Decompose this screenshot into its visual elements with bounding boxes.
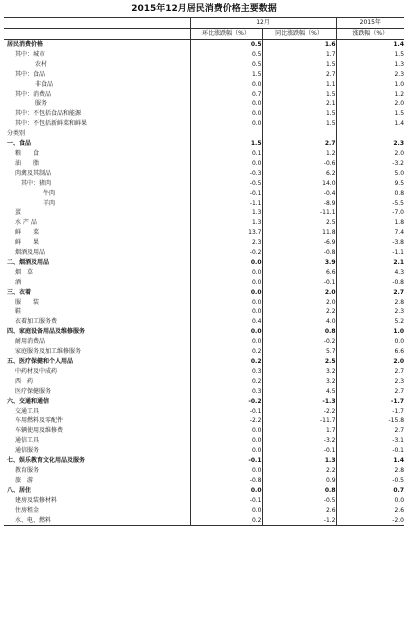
cell-mom: -0.1 (190, 456, 262, 466)
table-row (4, 238, 404, 248)
row-label: 肉禽及其制品 (15, 169, 52, 177)
cell-annual: 1.8 (336, 218, 404, 228)
cell-yoy: 2.5 (262, 357, 336, 367)
row-label: 粮 食 (15, 149, 40, 157)
cell-yoy: -0.2 (262, 337, 336, 347)
cell-yoy: 1.3 (262, 456, 336, 466)
cell-annual: 1.5 (336, 50, 404, 60)
cell-yoy: 6.6 (262, 268, 336, 278)
cell-yoy: -0.1 (262, 446, 336, 456)
cell-yoy: 1.5 (262, 109, 336, 119)
cell-annual: 2.3 (336, 139, 404, 149)
cell-mom: -2.2 (190, 416, 262, 426)
header-yoy: 同比涨跌幅（%） (262, 29, 336, 40)
table-row (4, 218, 404, 228)
cell-annual: -0.5 (336, 476, 404, 486)
row-label: 其中：消费品 (15, 90, 52, 98)
row-label: 教育服务 (15, 466, 40, 474)
table-row (4, 367, 404, 377)
cell-mom: 0.2 (190, 347, 262, 357)
cell-mom: 0.0 (190, 99, 262, 109)
table-row (4, 407, 404, 417)
cell-annual: -15.8 (336, 416, 404, 426)
row-label: 车辆使用及维修费 (15, 427, 64, 435)
table-row (4, 119, 404, 129)
row-label: 一、食品 (7, 140, 32, 148)
cell-yoy: 2.1 (262, 99, 336, 109)
row-label: 家庭服务及加工维修服务 (15, 348, 82, 356)
cell-yoy: 3.9 (262, 258, 336, 268)
cell-mom: 0.3 (190, 367, 262, 377)
cell-yoy: 0.8 (262, 327, 336, 337)
cell-annual: -2.0 (336, 516, 404, 526)
table-row (4, 298, 404, 308)
cell-yoy: 1.2 (262, 149, 336, 159)
cell-annual (336, 129, 404, 139)
row-label: 牛肉 (43, 189, 56, 197)
cell-mom: 0.0 (190, 159, 262, 169)
row-label: 鞋 (15, 308, 22, 316)
table-row (4, 50, 404, 60)
table-row (4, 387, 404, 397)
cell-mom: 0.0 (190, 80, 262, 90)
cell-yoy: -0.8 (262, 248, 336, 258)
row-label: 车用燃料及零配件 (15, 417, 64, 425)
table-row (4, 189, 404, 199)
table-row (4, 109, 404, 119)
row-label: 建房及装修材料 (15, 496, 58, 504)
cell-mom: 0.3 (190, 387, 262, 397)
row-label: 通信服务 (15, 447, 40, 455)
table-row (4, 129, 404, 139)
cell-annual: 2.7 (336, 387, 404, 397)
cell-annual: 1.4 (336, 40, 404, 50)
cell-yoy: 2.6 (262, 506, 336, 516)
row-label: 五、医疗保健和个人用品 (7, 358, 74, 365)
header-mom: 环比涨跌幅（%） (190, 29, 262, 40)
table-row (4, 40, 404, 50)
cell-mom: 0.2 (190, 357, 262, 367)
cell-annual: 2.1 (336, 258, 404, 268)
cell-mom: 0.0 (190, 109, 262, 119)
row-label: 酒 (15, 278, 22, 286)
row-label: 八、居住 (7, 486, 32, 494)
cell-annual: -1.7 (336, 397, 404, 407)
cell-annual: 6.6 (336, 347, 404, 357)
cell-annual: -7.0 (336, 208, 404, 218)
row-label: 医疗保健服务 (15, 387, 52, 395)
table-row (4, 436, 404, 446)
cell-yoy: 2.2 (262, 307, 336, 317)
table-row (4, 288, 404, 298)
row-label: 西 药 (15, 377, 34, 385)
cell-mom: 0.5 (190, 40, 262, 50)
cell-mom (190, 129, 262, 139)
cell-mom: 0.5 (190, 50, 262, 60)
table-row (4, 70, 404, 80)
table-row (4, 228, 404, 238)
table-row (4, 496, 404, 506)
row-label: 衣着加工服务费 (15, 318, 58, 326)
header-month-group: 12月 (190, 18, 336, 29)
table-row (4, 516, 404, 526)
cell-yoy: -0.6 (262, 159, 336, 169)
cell-mom: -0.8 (190, 476, 262, 486)
cell-annual: 1.0 (336, 327, 404, 337)
cell-yoy: -3.2 (262, 436, 336, 446)
row-label: 其中：不包括食品和能源 (15, 110, 82, 118)
table-row (4, 199, 404, 209)
cell-annual: -5.5 (336, 199, 404, 209)
cell-annual: 1.0 (336, 80, 404, 90)
cell-yoy: 3.2 (262, 377, 336, 387)
cell-annual: 1.3 (336, 60, 404, 70)
table-row (4, 159, 404, 169)
cell-yoy: 1.5 (262, 90, 336, 100)
row-label: 其中：不包括新鲜菜和鲜果 (15, 120, 88, 128)
cell-annual: 0.0 (336, 496, 404, 506)
cell-yoy: -0.1 (262, 278, 336, 288)
cell-mom: -0.1 (190, 407, 262, 417)
cell-mom: 2.3 (190, 238, 262, 248)
cell-annual: 2.8 (336, 298, 404, 308)
cell-yoy: 2.0 (262, 288, 336, 298)
cell-yoy: -0.4 (262, 189, 336, 199)
cell-yoy: 14.0 (262, 179, 336, 189)
header-annual: 涨跌幅（%） (336, 29, 404, 40)
cell-mom: 0.0 (190, 307, 262, 317)
cell-annual: 5.2 (336, 317, 404, 327)
cell-mom: 0.0 (190, 258, 262, 268)
table-row (4, 179, 404, 189)
header-year-group: 2015年 (336, 18, 404, 29)
table-row (4, 258, 404, 268)
table-row (4, 426, 404, 436)
cell-yoy: 1.7 (262, 426, 336, 436)
cell-annual: 2.0 (336, 99, 404, 109)
cell-mom: 1.5 (190, 70, 262, 80)
cell-yoy: 2.2 (262, 466, 336, 476)
cell-annual: 2.7 (336, 426, 404, 436)
cell-yoy: -2.2 (262, 407, 336, 417)
cell-mom: 0.0 (190, 278, 262, 288)
table-row (4, 446, 404, 456)
cell-mom: -0.1 (190, 496, 262, 506)
cell-yoy: -11.1 (262, 208, 336, 218)
cell-annual: 0.8 (336, 189, 404, 199)
row-label: 四、家庭设备用品及维修服务 (7, 328, 86, 336)
cell-annual: -1.7 (336, 407, 404, 417)
table-row (4, 90, 404, 100)
cell-mom: 0.2 (190, 516, 262, 526)
cell-mom: 1.5 (190, 139, 262, 149)
table-row (4, 347, 404, 357)
row-label: 羊肉 (43, 199, 56, 207)
header-blank (4, 18, 190, 29)
table-row (4, 476, 404, 486)
cell-mom: -0.2 (190, 248, 262, 258)
table-row (4, 268, 404, 278)
row-label: 住房租金 (15, 506, 40, 514)
row-label: 油 脂 (15, 159, 40, 167)
cell-mom: -0.2 (190, 397, 262, 407)
cell-annual: -0.8 (336, 278, 404, 288)
cpi-table (4, 17, 404, 526)
cell-annual: -3.2 (336, 159, 404, 169)
cell-annual: 1.4 (336, 456, 404, 466)
cell-annual: -1.1 (336, 248, 404, 258)
table-row (4, 416, 404, 426)
cell-yoy: 1.6 (262, 40, 336, 50)
row-label: 水 产 品 (15, 219, 37, 227)
header-blank-2 (4, 29, 190, 40)
cell-annual: 2.3 (336, 307, 404, 317)
cell-mom: 0.0 (190, 298, 262, 308)
cell-yoy: 6.2 (262, 169, 336, 179)
row-label: 交通工具 (15, 407, 40, 415)
table-row (4, 456, 404, 466)
cell-annual: 1.5 (336, 109, 404, 119)
cell-yoy: 1.5 (262, 119, 336, 129)
table-row (4, 169, 404, 179)
cell-yoy: 4.5 (262, 387, 336, 397)
row-label: 二、烟酒及用品 (7, 258, 50, 266)
cell-yoy: -1.2 (262, 516, 336, 526)
row-label: 鲜 菜 (15, 229, 40, 237)
row-label: 水、电、燃料 (4, 516, 190, 526)
table-row (4, 317, 404, 327)
cell-annual: 0.0 (336, 337, 404, 347)
table-row (4, 208, 404, 218)
cell-yoy: -1.3 (262, 397, 336, 407)
cell-yoy: 2.0 (262, 298, 336, 308)
cell-yoy (262, 129, 336, 139)
table-row (4, 139, 404, 149)
cell-mom: 0.2 (190, 377, 262, 387)
table-row (4, 466, 404, 476)
row-label: 烟 草 (15, 268, 34, 276)
cell-yoy: 11.8 (262, 228, 336, 238)
table-body (4, 40, 404, 526)
cell-yoy: -8.9 (262, 199, 336, 209)
row-label: 中药材及中成药 (15, 367, 58, 375)
table-row (4, 377, 404, 387)
row-label: 六、交通和通信 (7, 397, 50, 405)
cell-mom: 0.0 (190, 268, 262, 278)
cell-annual: -3.8 (336, 238, 404, 248)
table-row (4, 327, 404, 337)
cell-yoy: 1.5 (262, 60, 336, 70)
cell-annual: 4.3 (336, 268, 404, 278)
row-label: 其中：食品 (15, 70, 46, 78)
row-label: 农村 (35, 60, 48, 68)
cell-annual: 1.4 (336, 119, 404, 129)
cell-annual: -0.1 (336, 446, 404, 456)
cell-yoy: -0.5 (262, 496, 336, 506)
page-title: 2015年12月居民消费价格主要数据 (131, 4, 277, 14)
cell-annual: 2.0 (336, 357, 404, 367)
cell-annual: 2.7 (336, 288, 404, 298)
cell-annual: -3.1 (336, 436, 404, 446)
row-label: 七、娱乐教育文化用品及服务 (7, 457, 86, 465)
cell-mom: 0.0 (190, 426, 262, 436)
cell-annual: 2.3 (336, 70, 404, 80)
cell-yoy: 4.0 (262, 317, 336, 327)
row-label: 其中：猪肉 (21, 179, 52, 187)
cell-mom: 0.0 (190, 466, 262, 476)
table-row (4, 80, 404, 90)
table-row (4, 99, 404, 109)
cell-yoy: -11.7 (262, 416, 336, 426)
row-label: 旅 游 (15, 476, 34, 484)
cell-mom: 0.0 (190, 288, 262, 298)
row-label: 分类别 (7, 130, 26, 138)
cell-mom: 0.0 (190, 337, 262, 347)
cell-annual: 0.7 (336, 486, 404, 496)
cell-annual: 2.7 (336, 367, 404, 377)
table-row (4, 397, 404, 407)
table-row (4, 149, 404, 159)
cell-mom: 0.0 (190, 486, 262, 496)
cell-mom: 0.4 (190, 317, 262, 327)
table-row (4, 357, 404, 367)
cell-mom: 0.5 (190, 60, 262, 70)
cell-mom: 0.0 (190, 446, 262, 456)
row-label: 通信工具 (15, 437, 40, 445)
row-label: 鲜 果 (15, 239, 40, 247)
cell-yoy: 5.7 (262, 347, 336, 357)
cell-yoy: 1.7 (262, 50, 336, 60)
cell-mom: 0.7 (190, 90, 262, 100)
cell-annual: 9.5 (336, 179, 404, 189)
table-row (4, 248, 404, 258)
row-label: 居民消费价格 (7, 41, 44, 48)
row-label: 蛋 (15, 209, 22, 217)
cell-annual: 2.0 (336, 149, 404, 159)
cell-mom: -0.3 (190, 169, 262, 179)
cell-annual: 2.8 (336, 466, 404, 476)
cell-yoy: 0.9 (262, 476, 336, 486)
cell-yoy: -6.9 (262, 238, 336, 248)
row-label: 服务 (35, 100, 48, 108)
cell-mom: -1.1 (190, 199, 262, 209)
cell-yoy: 1.1 (262, 80, 336, 90)
table-row (4, 307, 404, 317)
cell-mom: 0.1 (190, 149, 262, 159)
cell-yoy: 2.7 (262, 70, 336, 80)
cell-mom: -0.1 (190, 189, 262, 199)
cell-mom: 1.3 (190, 218, 262, 228)
cell-mom: 1.3 (190, 208, 262, 218)
table-row (4, 506, 404, 516)
row-label: 耐用消费品 (15, 338, 46, 346)
cell-mom: 0.0 (190, 327, 262, 337)
table-row (4, 60, 404, 70)
cell-yoy: 2.5 (262, 218, 336, 228)
cell-mom: 0.0 (190, 119, 262, 129)
row-label: 服 装 (15, 298, 40, 306)
cell-mom: -0.5 (190, 179, 262, 189)
cell-yoy: 2.7 (262, 139, 336, 149)
row-label: 烟酒及用品 (15, 249, 46, 257)
table-row (4, 486, 404, 496)
cell-annual: 5.0 (336, 169, 404, 179)
cell-yoy: 3.2 (262, 367, 336, 377)
cell-annual: 2.6 (336, 506, 404, 516)
cell-annual: 2.3 (336, 377, 404, 387)
row-label: 非食品 (35, 80, 54, 88)
cell-mom: 0.0 (190, 436, 262, 446)
row-label: 其中：城市 (15, 50, 46, 58)
cell-annual: 7.4 (336, 228, 404, 238)
cell-yoy: 0.8 (262, 486, 336, 496)
cell-annual: 1.2 (336, 90, 404, 100)
table-row (4, 337, 404, 347)
row-label: 三、衣着 (7, 288, 32, 296)
cell-mom: 13.7 (190, 228, 262, 238)
table-row (4, 278, 404, 288)
cell-mom: 0.0 (190, 506, 262, 516)
